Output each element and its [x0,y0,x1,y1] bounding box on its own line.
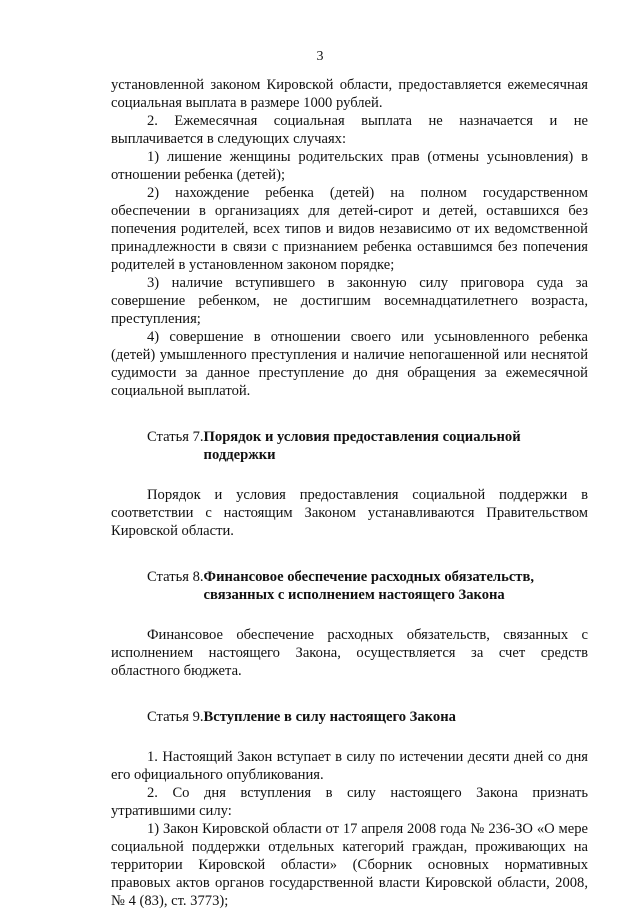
article-9-title: Вступление в силу настоящего Закона [203,709,456,725]
document-body [111,76,588,910]
article-9-label: Статья 9. [147,709,204,725]
intro-fragment: установленной законом Кировской области, предоставляется ежемесячная социальная выплата в размере 1000 рублей. [111,77,588,111]
article-7-title: Порядок и условия предоставления социальной поддержки [203,429,521,463]
article-9-p3: 1) Закон Кировской области от 17 апреля 2008 года № 236-ЗО «О мере социальной поддержки отдельных категорий граждан, проживающих на территории Кировской области» (Сборник основных нормативных правовых актов органов государственной власти Кировской области, 2008, № 4 (83), ст. 3773); [111,821,588,909]
article-8-title: Финансовое обеспечение расходных обязательств, связанных с исполнением настоящего Закона [203,569,535,603]
clause-2: 2. Ежемесячная социальная выплата не назначается и не выплачивается в следующих случаях: [111,113,588,147]
list-item: 4) совершение в отношении своего или усыновленного ребенка (детей) умышленного преступления и наличие непогашенной или неснятой судимости за данное преступление до дня обращения за ежемесячной социальной выплатой. [111,329,588,399]
article-7-heading [111,428,588,464]
article-7-label: Статья 7. [147,429,204,445]
page-number: 3 [316,49,324,64]
article-8-heading [111,568,588,604]
list-item: 3) наличие вступившего в законную силу приговора суда за совершение ребенком, не достигшим восемнадцатилетнего возраста, преступления; [111,275,588,327]
article-9-heading [111,708,588,726]
article-8-text: Финансовое обеспечение расходных обязательств, связанных с исполнением настоящего Закона, осуществляется за счет средств областного бюджета. [111,627,588,679]
list-item: 2) нахождение ребенка (детей) на полном государственном обеспечении в организациях для детей-сирот и детей, оставшихся без попечения родителей, всех типов и видов независимо от их ведомственной принадлежности в связи с признанием ребенка оставшимся без попечения родителей в установленном законом порядке; [111,185,588,273]
article-9-p2: 2. Со дня вступления в силу настоящего Закона признать утратившими силу: [111,785,588,819]
list-item: 1) лишение женщины родительских прав (отмены усыновления) в отношении ребенка (детей); [111,149,588,183]
article-7-text: Порядок и условия предоставления социальной поддержки в соответствии с настоящим Законом устанавливаются Правительством Кировской области. [111,487,588,539]
article-8-label: Статья 8. [147,569,204,585]
article-9-p1: 1. Настоящий Закон вступает в силу по истечении десяти дней со дня его официального опубликования. [111,749,588,783]
